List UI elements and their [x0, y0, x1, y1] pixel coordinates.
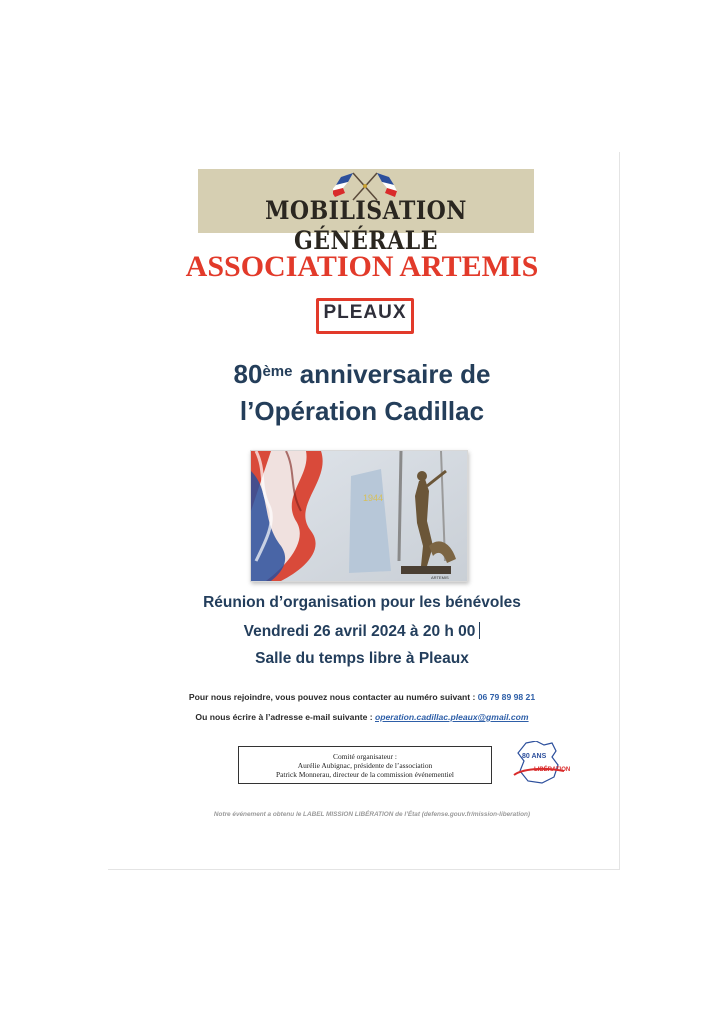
contact-email-link[interactable]: operation.cadillac.pleaux@gmail.com	[375, 712, 529, 722]
committee-member: Patrick Monnerau, directeur de la commission événementiel	[276, 770, 454, 779]
committee-box	[238, 746, 492, 784]
contact-email-label: Ou nous écrire à l’adresse e-mail suivante :	[195, 712, 375, 722]
meeting-date-line	[160, 622, 564, 641]
logo-line1: 80 ANS	[522, 753, 547, 760]
text-cursor	[479, 622, 480, 639]
banner-title: MOBILISATION GÉNÉRALE	[265, 196, 467, 256]
meeting-title: Réunion d’organisation pour les bénévoles	[203, 594, 521, 611]
photo-illustration	[251, 451, 467, 581]
page-edge	[108, 869, 620, 870]
anniversary-ordinal: ème	[262, 363, 293, 380]
contact-phone[interactable]: 06 79 89 98 21	[477, 692, 536, 702]
anniversary-line1	[160, 354, 564, 394]
80-ans-liberation-logo	[512, 741, 572, 785]
place-label: PLEAUX	[323, 302, 407, 323]
page-edge	[619, 152, 620, 870]
operation-title: l’Opération Cadillac	[239, 396, 485, 426]
anniversary-number: 80	[233, 359, 263, 389]
committee-member: Aurélie Aubignac, présidente de l’association	[297, 761, 433, 770]
anniversary-text: anniversaire de	[292, 359, 491, 389]
meeting-date: Vendredi 26 avril 2024 à 20 h 00	[243, 623, 476, 640]
contact-email-line	[130, 712, 594, 722]
label-footnote: Notre événement a obtenu le LABEL MISSION LIBÉRATION de l’État (defense.gouv.fr/mission-liberation)	[213, 811, 531, 818]
association-title: ASSOCIATION ARTEMIS	[185, 250, 539, 283]
logo-line2: LIBÉRATION	[534, 767, 571, 773]
committee-title: Comité organisateur :	[333, 752, 397, 761]
svg-text:1944: 1944	[363, 493, 384, 503]
meeting-venue: Salle du temps libre à Pleaux	[255, 650, 469, 667]
artemis-statue-photo	[250, 450, 468, 582]
photo-caption: ARTEMIS	[431, 575, 449, 580]
contact-phone-line	[130, 692, 594, 702]
contact-phone-label: Pour nous rejoindre, vous pouvez nous contacter au numéro suivant :	[188, 692, 478, 702]
